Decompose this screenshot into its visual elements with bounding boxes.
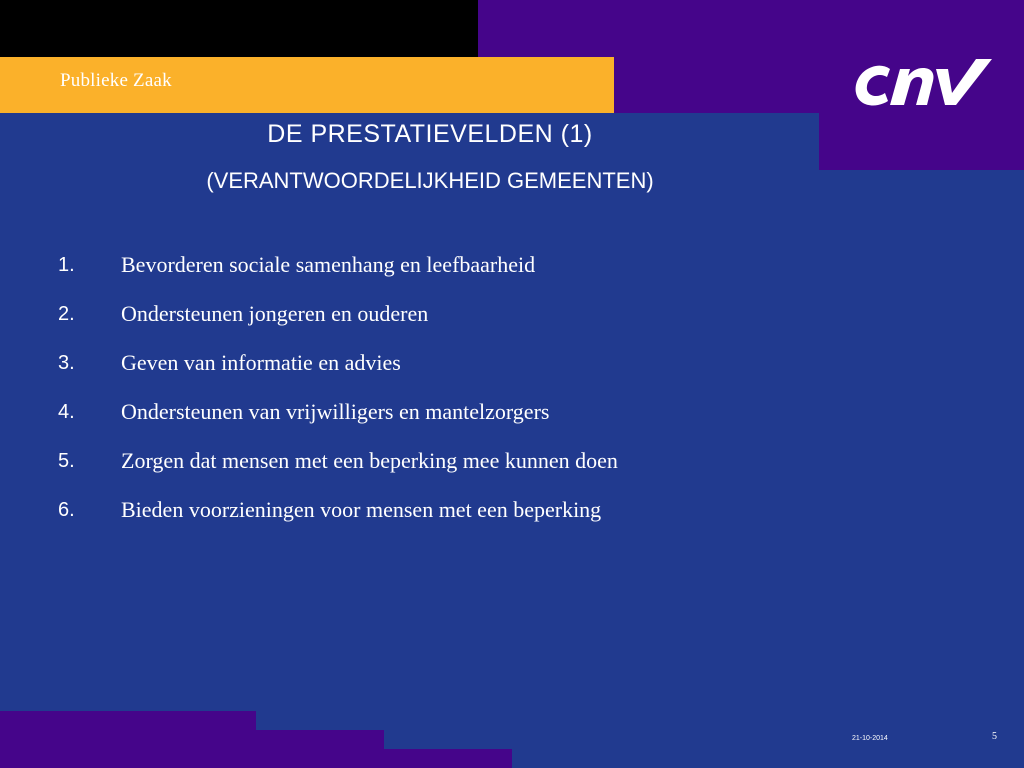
list-item (58, 252, 618, 301)
list-item-number: 4. (58, 401, 75, 423)
list-item-number: 6. (58, 499, 75, 521)
footer-date: 21-10-2014 (852, 735, 888, 742)
list-item-text: Bevorderen sociale samenhang en leefbaarheid (121, 252, 536, 277)
list-item-number: 5. (58, 450, 75, 472)
footer-purple-bar-3 (384, 749, 512, 768)
cnv-logo-icon (850, 55, 996, 115)
list-item (58, 350, 618, 399)
list-item-text: Bieden voorzieningen voor mensen met een beperking (121, 497, 602, 522)
numbered-list (58, 252, 618, 546)
list-item-number: 1. (58, 254, 75, 276)
list-item (58, 301, 618, 350)
list-item-text: Geven van informatie en advies (121, 350, 401, 375)
list-item-number: 3. (58, 352, 75, 374)
list-item (58, 399, 618, 448)
footer-purple-bar-2 (256, 730, 384, 768)
cnv-logo (850, 55, 996, 115)
page-number: 5 (992, 731, 997, 742)
list-item-text: Zorgen dat mensen met een beperking mee kunnen doen (121, 448, 618, 473)
list-item (58, 448, 618, 497)
slide-subtitle: (VERANTWOORDELIJKHEID GEMEENTEN) (206, 168, 654, 193)
list-item-text: Ondersteunen jongeren en ouderen (121, 301, 429, 326)
list-item (58, 497, 618, 546)
list-item-text: Ondersteunen van vrijwilligers en mantelzorgers (121, 399, 550, 424)
list-item-number: 2. (58, 303, 75, 325)
footer-purple-bar-1 (0, 711, 256, 768)
brand-label: Publieke Zaak (60, 70, 172, 91)
slide-title: DE PRESTATIEVELDEN (1) (267, 120, 593, 148)
header-black-bar (0, 0, 478, 57)
